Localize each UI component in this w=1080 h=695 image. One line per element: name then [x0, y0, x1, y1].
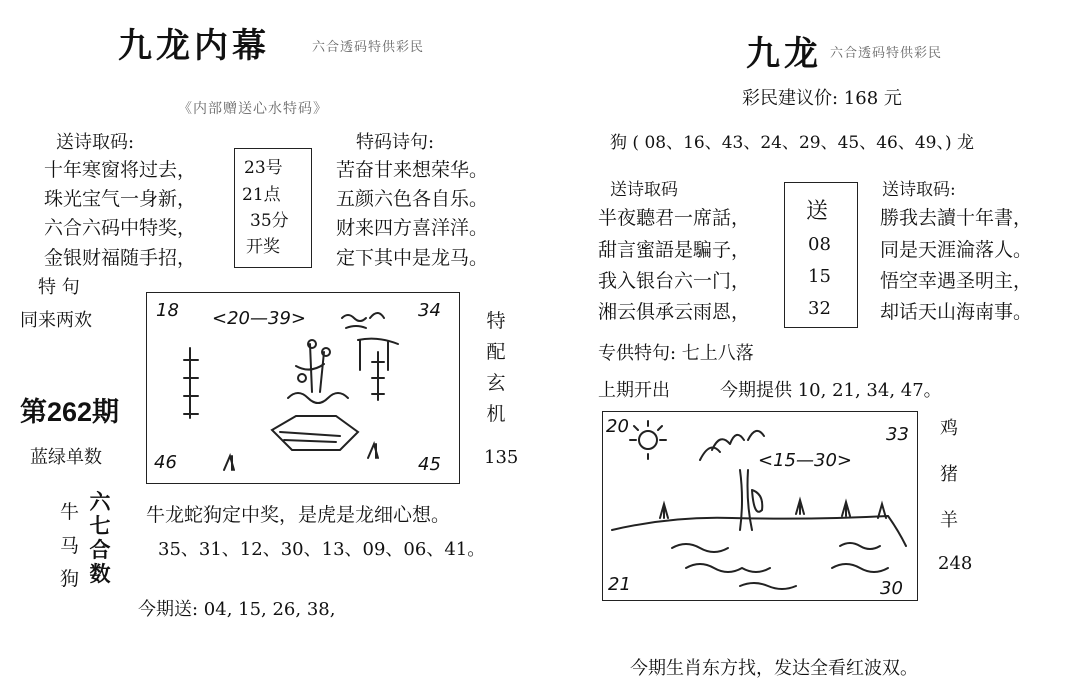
right-poem-line: 湘云俱承云雨恩，	[598, 301, 751, 323]
right-title: 九龙	[746, 34, 822, 74]
right-corner-tl: 20	[606, 416, 629, 437]
left-vertical-mystery: 特配玄机	[486, 310, 506, 425]
same-label: 同来两欢	[20, 310, 92, 331]
right-verse-line: 悟空幸遇圣明主，	[880, 270, 1033, 292]
left-numbers-line: 35、31、12、30、13、09、06、41。	[158, 539, 486, 560]
left-title: 九龙内幕	[118, 26, 270, 66]
send-number: 08	[808, 234, 831, 255]
six-seven-combined: 六七合数	[89, 489, 111, 586]
left-poem-line: 金银财福随手招，	[44, 247, 197, 269]
right-verse-line: 勝我去讀十年書，	[880, 207, 1033, 229]
left-corner-bl: 46	[154, 452, 177, 473]
right-picture-range: <15—30>	[758, 450, 852, 471]
left-corner-br: 45	[418, 454, 441, 475]
right-footer: 今期生肖东方找，发达全看红波双。	[630, 658, 918, 679]
animal-rooster: 鸡	[940, 418, 958, 439]
right-poem-line: 我入银台六一门，	[598, 270, 751, 292]
animal-number: 248	[938, 553, 973, 574]
send-number: 15	[808, 266, 831, 287]
price-line: 彩民建议价: 168 元	[742, 88, 902, 109]
dog-dragon-line: 狗 ( 08、16、43、24、29、45、46、49、) 龙	[610, 133, 975, 153]
animal-ox: 牛	[60, 501, 80, 523]
draw-minute: 35分	[250, 211, 289, 231]
right-corner-tr: 33	[886, 424, 909, 445]
animal-pig: 猪	[940, 464, 958, 485]
left-poem-line: 十年寒窗将过去，	[44, 159, 197, 181]
left-corner-tl: 18	[156, 300, 179, 321]
right-corner-br: 30	[880, 578, 903, 599]
send-label: 送	[806, 199, 829, 224]
animal-horse: 马	[60, 535, 80, 557]
right-verse-line: 却话天山海南事。	[880, 301, 1033, 323]
right-corner-bl: 21	[608, 574, 631, 595]
draw-hour: 21点	[242, 185, 281, 205]
send-number: 32	[808, 298, 831, 319]
left-verse-line: 定下其中是龙马。	[336, 247, 489, 269]
issue-number: 第262期	[20, 397, 120, 427]
left-verse-line: 财来四方喜洋洋。	[336, 217, 489, 239]
today-offer: 今期提供 10, 21, 34, 47。	[720, 380, 942, 401]
left-verse-line: 苦奋甘来想荣华。	[336, 159, 489, 181]
left-poem-line: 六合六码中特奖，	[44, 217, 197, 239]
draw-date: 23号	[244, 158, 283, 178]
draw-label: 开奖	[246, 237, 280, 257]
right-verse-line: 同是天涯淪落人。	[880, 239, 1033, 261]
right-title-sub: 六合透码特供彩民	[830, 46, 943, 61]
left-picture-range: <20—39>	[212, 308, 306, 329]
last-open-label: 上期开出	[598, 380, 670, 401]
special-sentence-label: 特 句	[38, 277, 80, 298]
left-zodiac-verse: 牛龙蛇狗定中奖，是虎是龙细心想。	[146, 504, 451, 526]
left-subtitle: 《内部赠送心水特码》	[178, 101, 328, 117]
right-poem-heading: 送诗取码	[610, 180, 678, 200]
today-send: 今期送: 04, 15, 26, 38,	[138, 599, 336, 620]
right-poem-line: 半夜聽君一席話，	[598, 207, 751, 229]
special-sentence: 专供特句: 七上八落	[598, 343, 754, 364]
left-poem-right-heading: 特码诗句:	[356, 132, 435, 153]
green-odd-label: 蓝绿单数	[30, 447, 102, 468]
animal-sheep: 羊	[940, 510, 958, 531]
right-poem-line: 甜言蜜語是騙子，	[598, 239, 751, 261]
animal-dog: 狗	[60, 568, 80, 590]
right-poem-right-heading: 送诗取码:	[882, 180, 956, 200]
left-corner-tr: 34	[418, 300, 441, 321]
left-poem-line: 珠光宝气一身新，	[44, 188, 197, 210]
left-title-sub: 六合透码特供彩民	[312, 40, 425, 55]
left-side-number: 135	[484, 447, 519, 468]
left-verse-line: 五颜六色各自乐。	[336, 188, 489, 210]
left-poem-heading: 送诗取码:	[56, 132, 135, 153]
